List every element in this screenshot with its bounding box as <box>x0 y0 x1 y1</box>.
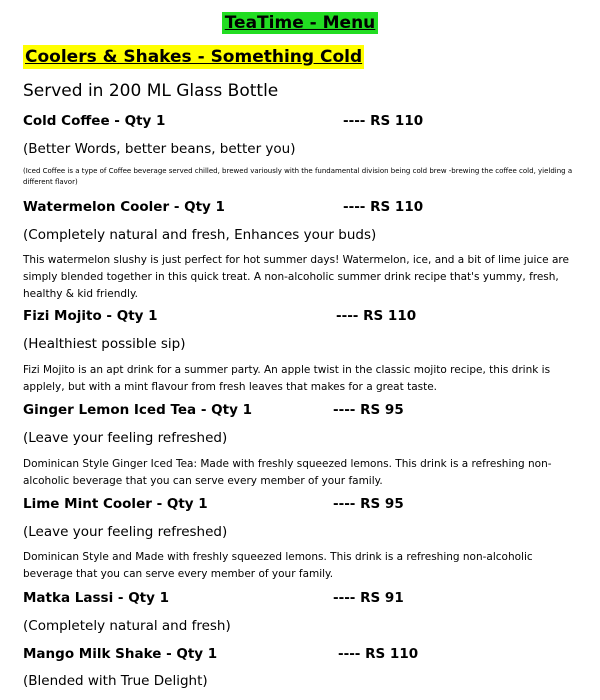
item-name: Mango Milk Shake - Qty 1 <box>23 646 218 662</box>
item-price: ---- RS 110 <box>343 199 424 215</box>
item-name: Fizi Mojito - Qty 1 <box>23 308 158 324</box>
served-note: Served in 200 ML Glass Bottle <box>23 81 279 101</box>
item-name: Matka Lassi - Qty 1 <box>23 590 170 606</box>
item-description: Dominican Style Ginger Iced Tea: Made with freshly squeezed lemons. This drink is a refreshing non-alcoholic beverage that you can serve every member of your family. <box>23 458 552 487</box>
item-price: ---- RS 110 <box>338 646 419 662</box>
item-tagline: (Leave your feeling refreshed) <box>23 430 228 446</box>
item-tagline: (Completely natural and fresh, Enhances your buds) <box>23 227 377 243</box>
item-description: Fizi Mojito is an apt drink for a summer party. An apple twist in the classic mojito recipe, this drink is applely, but with a mint flavour from fresh leaves that makes for a great taste. <box>23 364 551 393</box>
item-price: ---- RS 110 <box>343 113 424 129</box>
item-name: Watermelon Cooler - Qty 1 <box>23 199 225 215</box>
item-price: ---- RS 95 <box>333 402 404 418</box>
item-name: Ginger Lemon Iced Tea - Qty 1 <box>23 402 252 418</box>
item-tagline: (Blended with True Delight) <box>23 673 208 689</box>
section-title: Coolers & Shakes - Something Cold <box>25 47 363 67</box>
item-name: Lime Mint Cooler - Qty 1 <box>23 496 208 512</box>
item-name: Cold Coffee - Qty 1 <box>23 113 166 129</box>
menu-title: TeaTime - Menu <box>222 12 379 34</box>
item-description: Dominican Style and Made with freshly squeezed lemons. This drink is a refreshing non-alcoholic beverage that you can serve every member of your family. <box>23 551 533 580</box>
item-description: (Iced Coffee is a type of Coffee beverage served chilled, brewed variously with the fundamental division being cold brew -brewing the coffee cold, yielding a different flavor) <box>23 167 573 186</box>
item-tagline: (Better Words, better beans, better you) <box>23 141 296 157</box>
item-price: ---- RS 91 <box>333 590 404 606</box>
item-price: ---- RS 110 <box>336 308 417 324</box>
title-wrap <box>0 12 600 34</box>
item-tagline: (Leave your feeling refreshed) <box>23 524 228 540</box>
item-price: ---- RS 95 <box>333 496 404 512</box>
item-description: This watermelon slushy is just perfect for hot summer days! Watermelon, ice, and a bit of lime juice are simply blended together in this quick treat. A non-alcoholic summer drink recipe that's yummy, fresh, healthy & kid friendly. <box>23 254 569 300</box>
item-tagline: (Healthiest possible sip) <box>23 336 186 352</box>
item-tagline: (Completely natural and fresh) <box>23 618 231 634</box>
